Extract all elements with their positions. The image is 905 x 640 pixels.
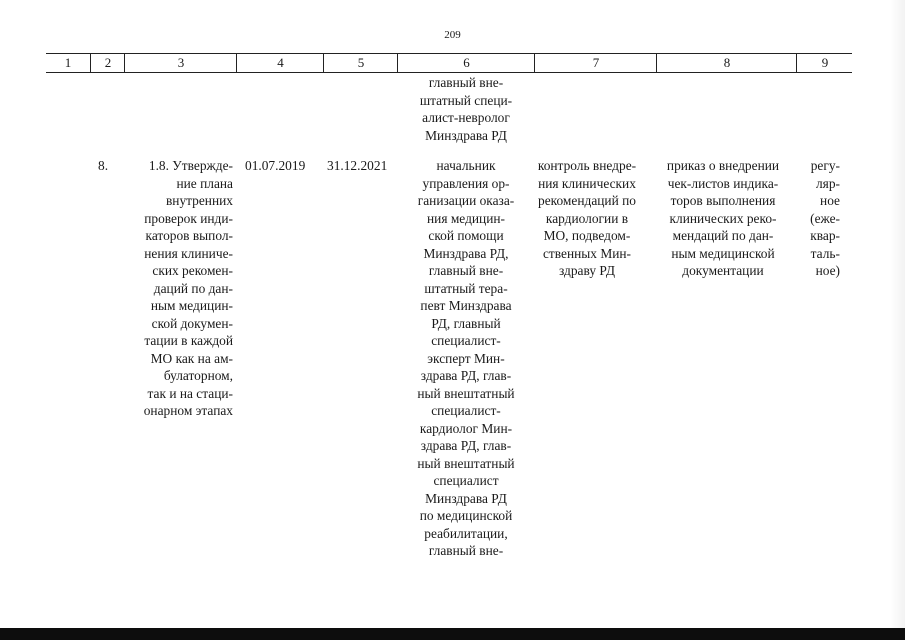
table-header-row xyxy=(46,53,852,73)
row-number: 8. xyxy=(98,158,109,173)
column-number-9: 9 xyxy=(796,54,853,72)
column-number-6: 6 xyxy=(397,54,535,72)
column-number-4: 4 xyxy=(236,54,324,72)
page-number: 209 xyxy=(444,29,461,41)
scan-bottom-border xyxy=(0,628,905,640)
periodicity: регу- ляр- ное (еже- квар- таль- ное) xyxy=(810,158,840,278)
expected-result: контроль внедре- ния клинических рекомендаций по кардиологии в МО, подведом- ственных Мин- здраву РД xyxy=(537,158,637,278)
scan-edge-shadow xyxy=(890,0,905,628)
column-number-7: 7 xyxy=(534,54,657,72)
control-document: приказ о внедрении чек-листов индика- торов выполнения клинических реко- мендаций по дан- ным медицинской документации xyxy=(666,158,780,278)
column-number-8: 8 xyxy=(656,54,797,72)
column-number-3: 3 xyxy=(124,54,237,72)
column-number-1: 1 xyxy=(64,55,72,70)
end-date: 31.12.2021 xyxy=(327,158,388,173)
column-number-5: 5 xyxy=(323,54,398,72)
continuation-responsible-text: главный вне- штатный специ- алист-невролог Минздрава РД xyxy=(419,75,513,143)
column-number-2: 2 xyxy=(90,54,125,72)
responsible-persons: начальник управления ор- ганизации оказа- ния медицин- ской помощи Минздрава РД, главный вне- штатный тера- певт Минздрава РД, главный специалист- эксперт Мин- здрава РД, глав- ный внештатный специалист- кардиолог Мин- здрава РД, глав- ный внештатный специалист Минздрава РД по медицинской реабилитации, главный вне- xyxy=(417,158,515,558)
measure-description: 1.8. Утвержде- ние плана внутренних проверок инди- каторов выпол- нения клиниче- ских рекомен- даций по дан- ным медицин- ской докумен- тации в каждой МО как на ам- булаторном, так и на стаци- онарном этапах xyxy=(143,158,233,418)
start-date: 01.07.2019 xyxy=(245,158,306,173)
